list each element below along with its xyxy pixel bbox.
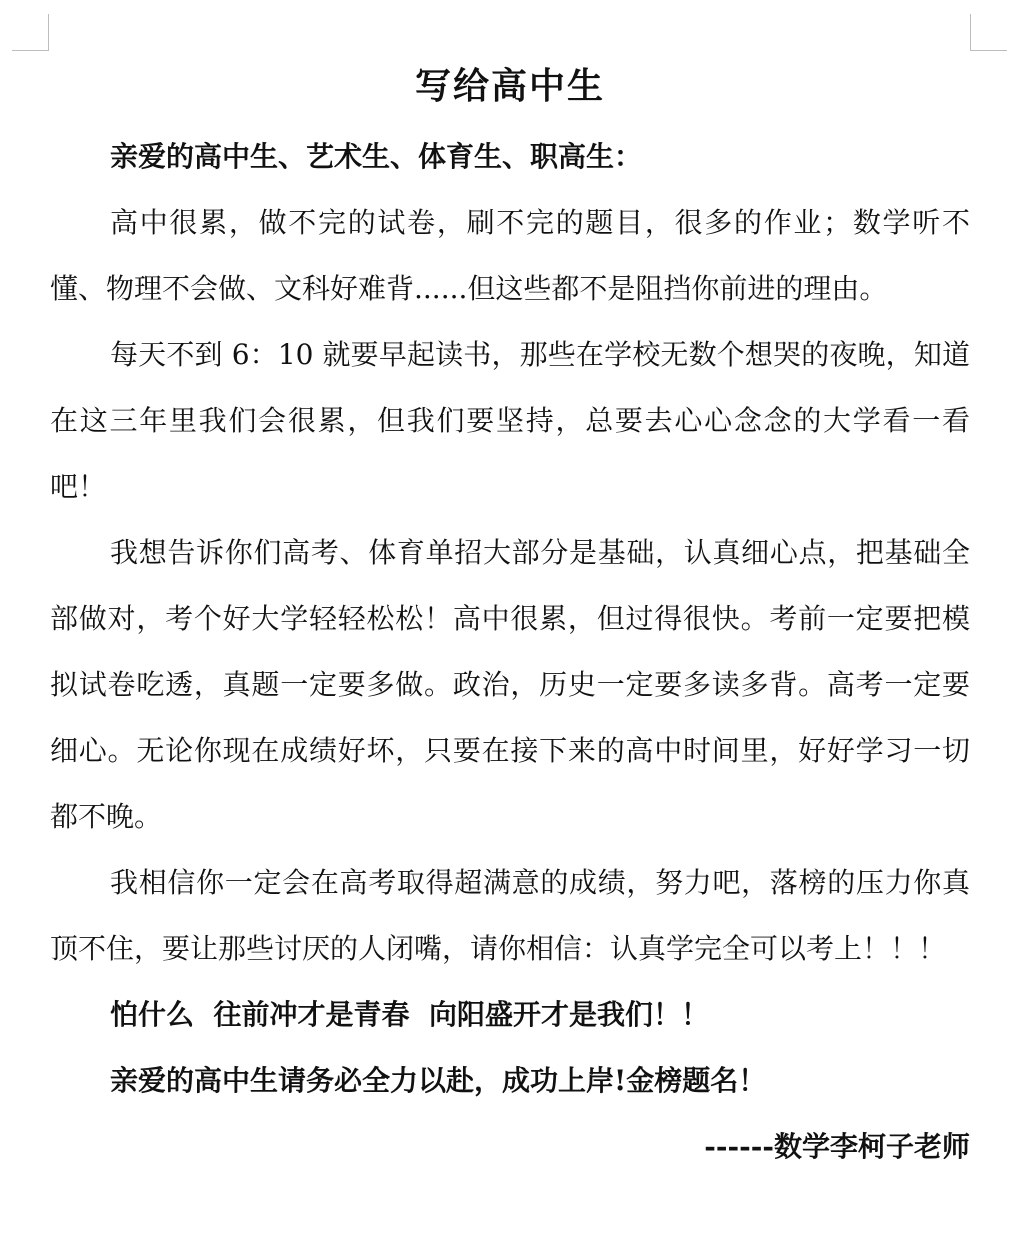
paragraph-2: 每天不到 6：10 就要早起读书，那些在学校无数个想哭的夜晚，知道在这三年里我们会很累，但我们要坚持，总要去心心念念的大学看一看吧！ xyxy=(50,338,970,503)
paragraph-4: 我相信你一定会在高考取得超满意的成绩，努力吧，落榜的压力你真顶不住，要让那些讨厌的人闭嘴，请你相信：认真学完全可以考上！！！ xyxy=(50,866,970,965)
greeting-line: 亲爱的高中生、艺术生、体育生、职高生： xyxy=(110,140,643,173)
crop-mark-top-right xyxy=(970,14,1007,51)
document-body xyxy=(50,58,970,1180)
paragraph-3: 我想告诉你们高考、体育单招大部分是基础，认真细心点，把基础全部做对，考个好大学轻轻松松！高中很累，但过得很快。考前一定要把模拟试卷吃透，真题一定要多做。政治，历史一定要多读多背。高考一定要细心。无论你现在成绩好坏，只要在接下来的高中时间里，好好学习一切都不晚。 xyxy=(50,536,970,833)
document-title: 写给高中生 xyxy=(414,65,605,107)
signature-line: ------数学李柯子老师 xyxy=(704,1130,970,1163)
paragraph-1: 高中很累，做不完的试卷，刷不完的题目，很多的作业；数学听不懂、物理不会做、文科好难背......但这些都不是阻挡你前进的理由。 xyxy=(50,206,970,305)
crop-mark-top-left xyxy=(12,14,49,51)
slogan-line: 怕什么 往前冲才是青春 向阳盛开才是我们！！ xyxy=(110,998,709,1031)
closing-line: 亲爱的高中生请务必全力以赴，成功上岸!金榜题名！ xyxy=(110,1064,767,1097)
